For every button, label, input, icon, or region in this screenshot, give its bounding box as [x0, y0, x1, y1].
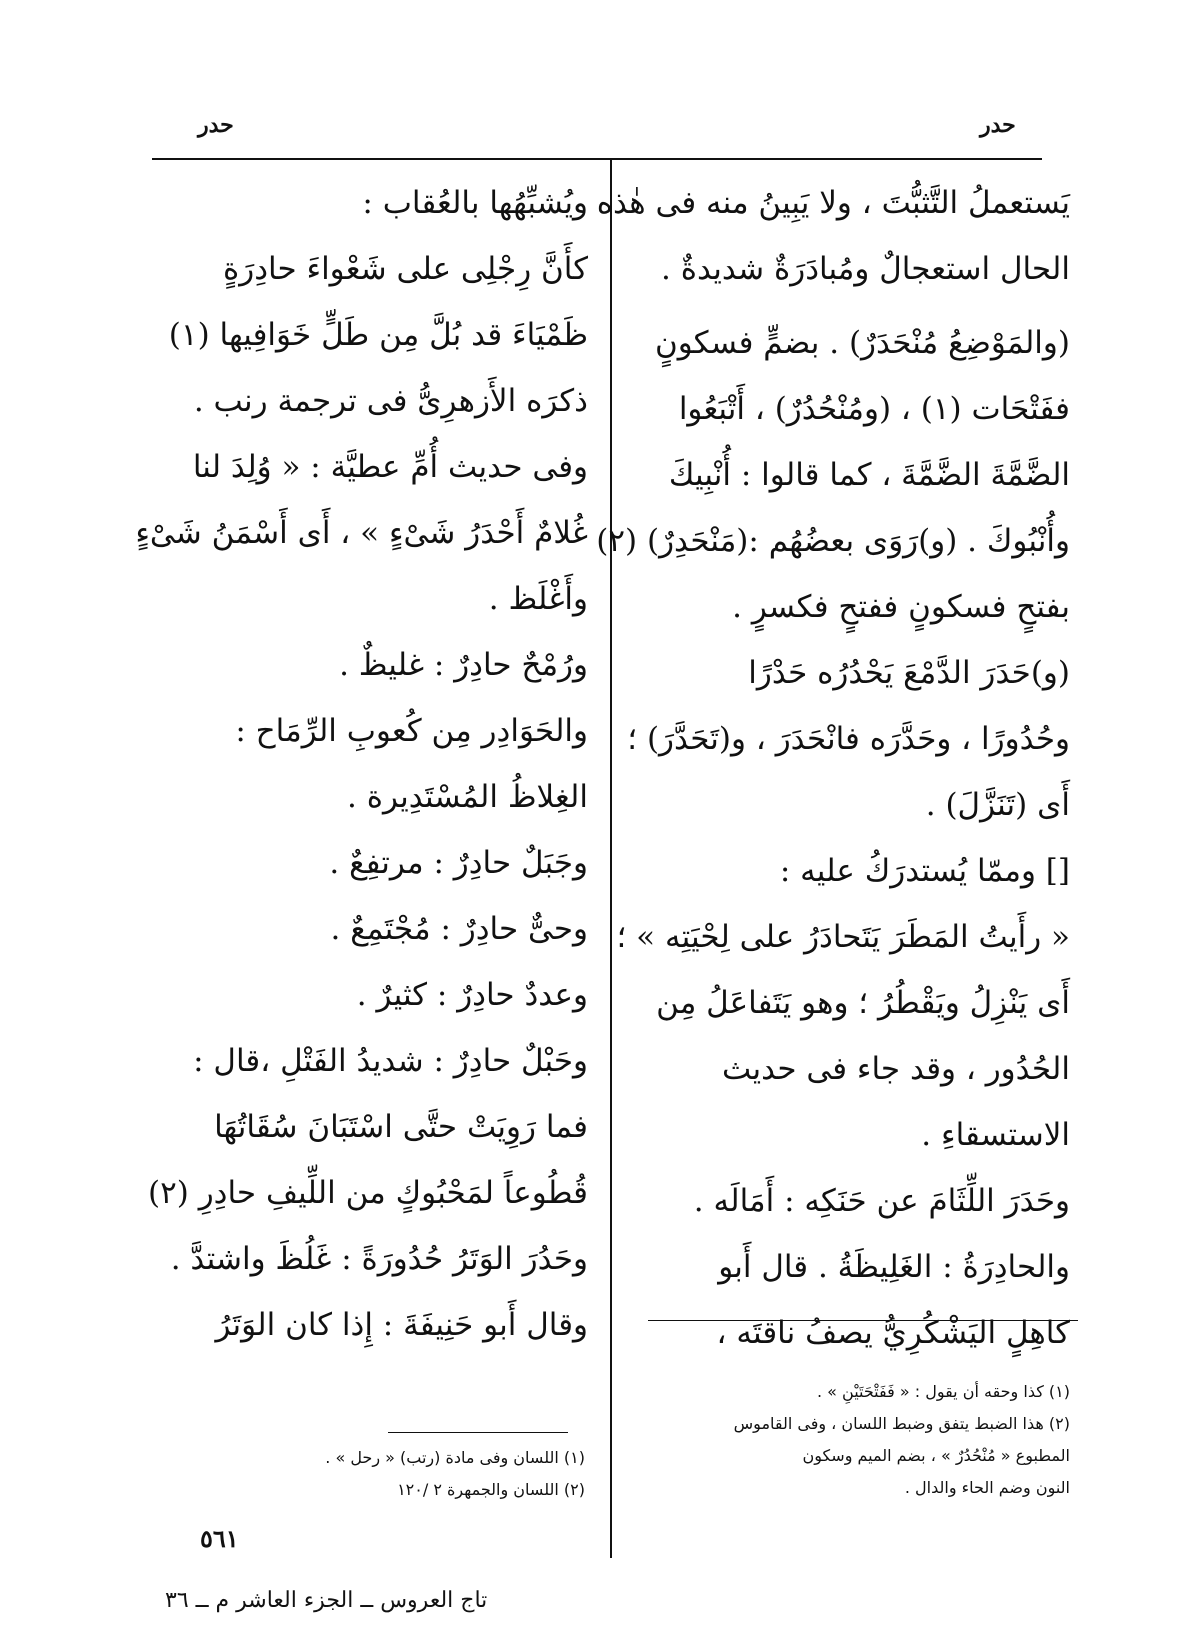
footnote: المطبوع « مُنْحُدُرٌ » ، بضم الميم وسكون — [802, 1446, 1070, 1465]
text-line: « رأَيتُ المَطَرَ يَتَحادَرُ على لِحْيَتِه » ؛ — [616, 919, 1070, 955]
footnote: (٢) هذا الضبط يتفق وضبط اللسان ، وفى القاموس — [733, 1414, 1070, 1433]
left-column — [135, 170, 588, 1358]
verse-line: قُطُوعاً لمَحْبُوكٍ من اللِّيفِ حادِرِ (٢) — [148, 1175, 588, 1211]
verse-line: كأَنَّ رِجْلِى على شَعْواءَ حادِرَةٍ — [223, 251, 588, 287]
footnote-rule-left — [388, 1432, 568, 1433]
text-line: أَى يَنْزِلُ ويَقْطُرُ ؛ وهو يَتَفاعَلُ مِن — [656, 985, 1070, 1021]
text-line: الحُدُور ، وقد جاء فى حديث — [722, 1051, 1070, 1087]
text-line: ففَتْحَات (١) ، (ومُنْحُدُرٌ) ، أَتْبَعُوا — [678, 391, 1070, 427]
text-line: وأُنْبُوكَ . (و)رَوَى بعضُهُم :(مَنْحَدِرٌ) (٢) — [596, 523, 1070, 559]
footnote: (١) كذا وحقه أن يقول : « فَفَتْحَتَيْنِ » . — [816, 1382, 1070, 1401]
text-line: وجَبَلٌ حادِرٌ : مرتفِعٌ . — [329, 845, 588, 881]
text-line: وحَدَرَ اللِّثَامَ عن حَنَكِه : أَمَالَه . — [693, 1183, 1070, 1219]
running-head-right: حدر — [980, 112, 1016, 138]
text-line: ورُمْحٌ حادِرٌ : غليظٌ . — [339, 647, 588, 683]
text-line: وعددٌ حادِرٌ : كثيرٌ . — [356, 977, 588, 1013]
text-line: أَى (تَنَزَّلَ) . — [925, 787, 1070, 823]
right-column — [596, 170, 1070, 1366]
header-rule — [152, 158, 1042, 160]
footnotes-right — [640, 1376, 1070, 1504]
verse-line: فما رَوِيَتْ حتَّى اسْتَبَانَ سُقَاتُهَا — [214, 1109, 588, 1145]
verse-line: ظَمْيَاءَ قد بُلَّ مِن طَلٍّ خَوَافِيها (١) — [168, 317, 588, 353]
text-line: وفى حديث أُمِّ عطيَّة : « وُلِدَ لنا — [192, 449, 588, 485]
column-divider — [610, 158, 612, 1558]
text-line: وقال أَبو حَنِيفَةَ : إِذا كان الوَتَرُ — [215, 1307, 588, 1343]
page-number: ٥٦١ — [200, 1524, 239, 1553]
text-line: وحىٌّ حادِرٌ : مُجْتَمِعٌ . — [330, 911, 588, 947]
text-line: الضَّمَّةَ الضَّمَّةَ ، كما قالوا : أُنْبِيكَ — [668, 457, 1070, 493]
text-line: والحادِرَةُ : الغَلِيظَةُ . قال أَبو — [718, 1249, 1070, 1285]
footnote: (١) اللسان وفى مادة (رتب) « رحل » . — [325, 1448, 585, 1467]
text-line: وأَغْلَظ . — [488, 581, 588, 617]
text-line: الاستسقاءِ . — [921, 1117, 1070, 1153]
text-line: وحَدُرَ الوَتَرُ حُدُورَةً : غَلُظَ واشتدَّ . — [170, 1241, 588, 1277]
footnote: (٢) اللسان والجمهرة ٢ /١٢٠ — [397, 1480, 585, 1499]
text-line: ذكرَه الأَزهرِىُّ فى ترجمة رنب . — [193, 383, 588, 419]
text-line: ويُشبِّهُها بالعُقاب : — [362, 185, 588, 221]
section-marker-line: [] وممّا يُستدرَكُ عليه : — [779, 853, 1070, 889]
text-line: الغِلاظُ المُسْتَدِيرة . — [347, 779, 588, 815]
text-line: غُلامٌ أَحْدَرُ شَىْءٍ » ، أَى أَسْمَنُ شَىْءٍ — [135, 515, 588, 551]
footer-signature: تاج العروس ــ الجزء العاشر م ــ ٣٦ — [165, 1588, 488, 1613]
running-head-left: حدر — [198, 112, 234, 138]
text-line: (والمَوْضِعُ مُنْحَدَرٌ) . بضمٍّ فسكونٍ — [655, 325, 1070, 361]
footnote-rule-right — [648, 1320, 1078, 1321]
text-line: وحُدُورًا ، وحَدَّرَه فانْحَدَرَ ، و(تَحَدَّرَ) ؛ — [627, 721, 1070, 757]
footnotes-left — [190, 1442, 585, 1506]
text-line: كاهِلٍ اليَشْكُرِيُّ يصفُ ناقتَه ، — [716, 1315, 1070, 1351]
text-line: الحال استعجالٌ ومُبادَرَةٌ شديدةٌ . — [661, 251, 1070, 287]
text-line: وحَبْلٌ حادِرٌ : شديدُ الفَتْلِ ،قال : — [193, 1043, 588, 1079]
footnote: النون وضم الحاء والدال . — [904, 1478, 1070, 1497]
text-line: والحَوَادِر مِن كُعوبِ الرِّمَاح : — [235, 713, 588, 749]
text-line: يَستعملُ التَّثبُّتَ ، ولا يَبِينُ منه فى هٰذه — [596, 185, 1070, 221]
text-line: بفتحٍ فسكونٍ ففتحٍ فكسرٍ . — [732, 589, 1070, 625]
text-line: (و)حَدَرَ الدَّمْعَ يَحْدُرُه حَدْرًا — [748, 655, 1070, 691]
